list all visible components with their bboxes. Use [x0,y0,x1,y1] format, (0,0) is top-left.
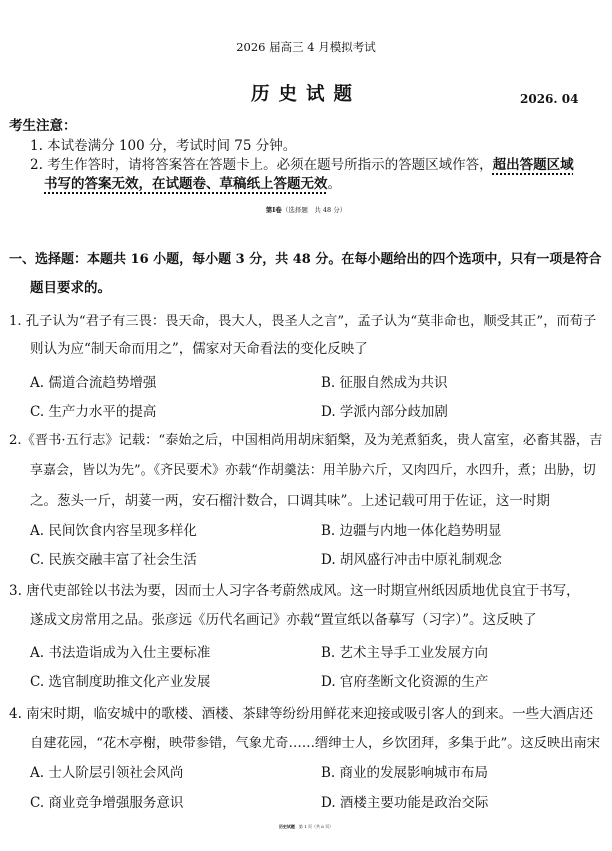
notice-item-2-text: 2. 考生作答时，请将答案答在答题卡上。必须在题号所指示的答题区域作答， [30,157,493,173]
question-3-option-b: B. 艺术主导手工业发展方向 [321,645,489,661]
subject-title: 历史试题 [250,84,361,105]
page-footer [0,824,612,830]
question-3-option-c: C. 选官制度助推文化产业发展 [30,674,211,690]
question-1-line-1: 1. 孔子认为“君子有三畏：畏天命，畏大人，畏圣人之言”，孟子认为“莫非命也，顺受其正”，而荀子 [9,314,597,329]
notice-end-mark: 。 [327,176,341,192]
question-2-line-1: 2.《晋书·五行志》记载：“泰始之后，中国相尚用胡床貊槃，及为羌煮貊炙，贵人富室，必畜其器，吉 [9,433,603,448]
question-4-option-d: D. 酒楼主要功能是政治交际 [321,795,489,811]
section-label: 第Ⅰ卷 [265,206,282,214]
question-1-option-b: B. 征服自然成为共识 [321,375,448,391]
question-4-option-c: C. 商业竞争增强服务意识 [30,795,184,811]
question-4-option-a: A. 士人阶层引领社会风尚 [30,765,184,781]
question-1-option-c: C. 生产力水平的提高 [30,404,157,420]
question-4-option-b: B. 商业的发展影响城市布局 [321,765,489,781]
notice-item-1: 1. 本试卷满分 100 分，考试时间 75 分钟。 [30,138,297,154]
notice-item-2-line-2 [44,172,341,192]
question-3-line-1: 3. 唐代吏部铨以书法为要，因而士人习字各考蔚然成风。这一时期宣州纸因质地优良宜于书写， [9,583,580,599]
question-2-option-d: D. 胡风盛行冲击中原礼制观念 [321,552,502,568]
notice-heading: 考生注意： [9,118,77,134]
question-3-option-a: A. 书法造诣成为入仕主要标准 [30,645,211,661]
question-2-line-2: 享嘉会，皆以为先”。《齐民要术》亦载“作胡羹法：用羊胁六斤，又肉四斤，水四升，煮；出胁，切 [30,463,596,478]
question-4-line-2: 自建花园，“花木亭榭，映带参错，气象尤奇……缙绅士人，乡饮团拜，多集于此”。这反映出南宋 [30,736,601,751]
exam-title: 2026 届高三 4 月模拟考试 [236,40,376,54]
notice-item-2-line-1 [30,153,574,173]
notice-emphasis-2: 书写的答案无效，在试题卷、草稿纸上答题无效 [44,176,328,192]
footer-subject: 历史试题 [278,824,295,829]
question-2-option-a: A. 民间饮食内容呈现多样化 [30,523,197,539]
notice-emphasis-1: 超出答题区域 [492,157,574,173]
section-heading [0,205,612,214]
question-4-line-1: 4. 南宋时期，临安城中的歌楼、酒楼、茶肆等纷纷用鲜花来迎接或吸引客人的到来。一些大酒店还 [9,706,594,722]
part-instructions-line-2: 题目要求的。 [30,280,111,296]
question-3-option-d: D. 官府垄断文化资源的生产 [321,674,489,690]
exam-date: 2026. 04 [520,92,579,106]
question-3-line-2: 遂成文房常用之品。张彦远《历代名画记》亦载“置宣纸以备摹写（习字）”。这反映了 [30,612,537,628]
question-1-line-2: 则认为应“制天命而用之”，儒家对天命看法的变化反映了 [30,341,368,357]
question-1-option-a: A. 儒道合流趋势增强 [30,375,157,391]
question-2-option-b: B. 边疆与内地一体化趋势明显 [321,523,502,539]
section-detail: （选择题 共 48 分） [281,206,347,214]
question-2-line-3: 之。葱头一斤，胡荽一两，安石榴汁数合，口调其味”。上述记载可用于佐证，这一时期 [30,493,550,509]
part-instructions-line-1: 一、选择题：本题共 16 小题，每小题 3 分，共 48 分。在每小题给出的四个选项中，只有一项是符合 [9,252,602,267]
question-2-option-c: C. 民族交融丰富了社会生活 [30,552,197,568]
question-1-option-d: D. 学派内部分歧加剧 [321,404,448,420]
footer-page-number: 第 1 页（共 6 页） [298,824,334,829]
